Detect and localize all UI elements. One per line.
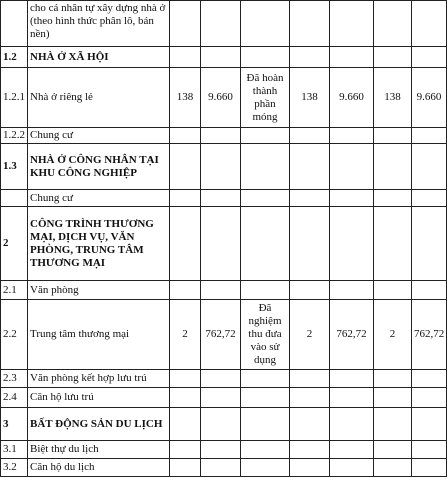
cell [170,128,201,144]
table-row [1,300,447,370]
cell [412,207,447,281]
status-cell [241,441,290,459]
status-cell [241,207,290,281]
cell [374,388,412,408]
status-cell [241,144,290,190]
table-row [1,441,447,459]
cell: 762,72 [412,300,447,370]
table-row [1,281,447,300]
status-cell [241,370,290,388]
cell [201,388,241,408]
row-number [1,1,28,47]
cell [412,1,447,47]
cell [290,459,330,477]
cell [330,441,374,459]
row-number: 2.4 [1,388,28,408]
cell [330,47,374,68]
cell [374,47,412,68]
cell [201,441,241,459]
status-cell: Đã nghiệm thu đưa vào sử dụng [241,300,290,370]
cell: 138 [170,68,201,128]
cell [170,441,201,459]
cell: 2 [290,300,330,370]
cell: 9.660 [201,68,241,128]
cell: 762,72 [201,300,241,370]
cell [170,370,201,388]
row-number: 1.2.1 [1,68,28,128]
table-row [1,47,447,68]
cell [170,207,201,281]
row-number: 1.2 [1,47,28,68]
row-name: Căn hộ du lịch [28,459,170,477]
cell [412,459,447,477]
table-row [1,388,447,408]
cell [170,388,201,408]
cell [330,144,374,190]
cell [201,47,241,68]
row-name: cho cá nhân tự xây dựng nhà ở (theo hình thức phân lô, bán nền) [28,1,170,47]
cell [412,47,447,68]
status-cell [241,388,290,408]
table-row [1,459,447,477]
cell [330,459,374,477]
cell [201,128,241,144]
cell [330,128,374,144]
row-name: Chung cư [28,190,170,207]
table-row [1,408,447,441]
row-name: Trung tâm thương mại [28,300,170,370]
row-name: NHÀ Ở CÔNG NHÂN TẠI KHU CÔNG NGHIỆP [28,144,170,190]
cell: 138 [374,68,412,128]
cell [290,1,330,47]
cell [330,388,374,408]
cell [412,281,447,300]
row-number: 2.3 [1,370,28,388]
row-name: Căn hộ lưu trú [28,388,170,408]
cell [201,1,241,47]
cell [201,408,241,441]
cell [374,441,412,459]
status-cell [241,47,290,68]
cell: 9.660 [330,68,374,128]
table-row [1,190,447,207]
cell [412,144,447,190]
cell [170,408,201,441]
cell [201,459,241,477]
row-number: 1.2.2 [1,128,28,144]
cell [201,370,241,388]
cell: 762,72 [330,300,374,370]
cell: 2 [374,300,412,370]
cell: 2 [170,300,201,370]
row-number: 1.3 [1,144,28,190]
row-number: 3 [1,408,28,441]
table-row [1,207,447,281]
cell [412,190,447,207]
cell [201,207,241,281]
status-cell [241,459,290,477]
row-number [1,190,28,207]
row-name: NHÀ Ở XÃ HỘI [28,47,170,68]
row-name: Văn phòng kết hợp lưu trú [28,370,170,388]
cell [290,441,330,459]
row-number: 2.2 [1,300,28,370]
status-cell [241,190,290,207]
cell [412,370,447,388]
cell [290,47,330,68]
row-number: 2.1 [1,281,28,300]
cell [374,408,412,441]
cell [412,388,447,408]
table-row [1,68,447,128]
cell [170,190,201,207]
cell [290,281,330,300]
cell [374,1,412,47]
cell [201,190,241,207]
cell: 138 [290,68,330,128]
cell [290,408,330,441]
cell [201,281,241,300]
cell [374,207,412,281]
status-cell: Đã hoàn thành phần móng [241,68,290,128]
row-number: 2 [1,207,28,281]
cell: 9.660 [412,68,447,128]
cell [330,408,374,441]
row-number: 3.1 [1,441,28,459]
cell [374,370,412,388]
cell [290,190,330,207]
status-cell [241,1,290,47]
table-row [1,370,447,388]
cell [374,281,412,300]
cell [412,441,447,459]
cell [170,281,201,300]
row-name: CÔNG TRÌNH THƯƠNG MẠI, DỊCH VỤ, VĂN PHÒNG, TRUNG TÂM THƯƠNG MẠI [28,207,170,281]
status-cell [241,281,290,300]
cell [374,128,412,144]
table-row [1,144,447,190]
cell [412,408,447,441]
cell [290,207,330,281]
row-number: 3.2 [1,459,28,477]
table-row [1,1,447,47]
row-name: Nhà ở riêng lẻ [28,68,170,128]
cell [330,370,374,388]
cell [170,144,201,190]
row-name: Chung cư [28,128,170,144]
row-name: BẤT ĐỘNG SẢN DU LỊCH [28,408,170,441]
cell [374,144,412,190]
cell [412,128,447,144]
cell [170,459,201,477]
cell [290,128,330,144]
status-cell [241,408,290,441]
cell [170,1,201,47]
cell [330,1,374,47]
row-name: Biệt thự du lịch [28,441,170,459]
cell [290,144,330,190]
cell [330,281,374,300]
cell [290,388,330,408]
cell [330,190,374,207]
cell [290,370,330,388]
cell [374,459,412,477]
status-cell [241,128,290,144]
cell [374,190,412,207]
table-row [1,128,447,144]
cell [330,207,374,281]
cell [201,144,241,190]
row-name: Văn phòng [28,281,170,300]
cell [170,47,201,68]
